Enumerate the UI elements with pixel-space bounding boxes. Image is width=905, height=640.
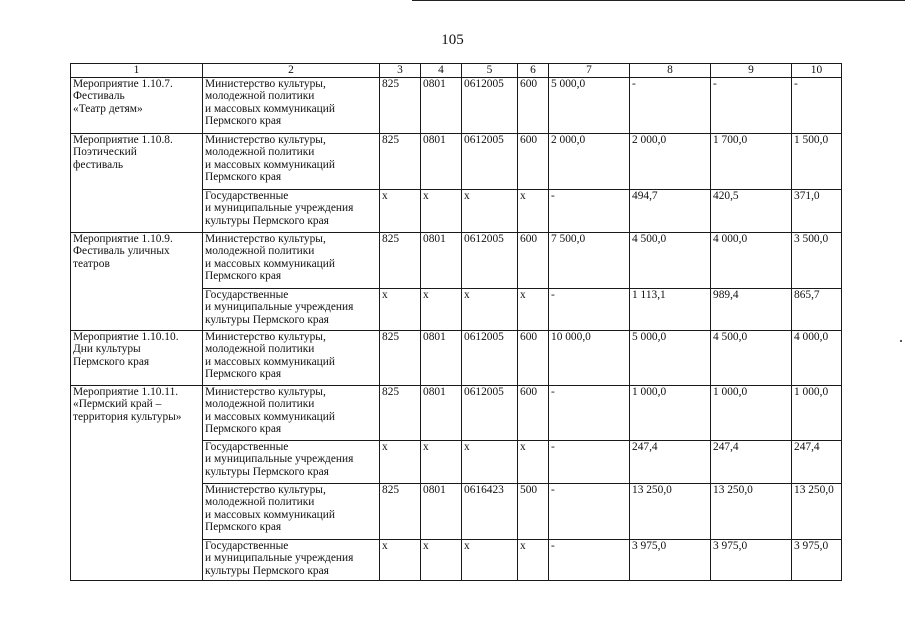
target-cell: 0612005 — [462, 134, 518, 190]
type-cell: 600 — [518, 233, 549, 289]
type-cell: 600 — [518, 134, 549, 190]
kvsr-cell: 825 — [380, 331, 421, 386]
col10-cell: 3 975,0 — [792, 540, 842, 581]
col9-cell: 1 700,0 — [711, 134, 792, 190]
kvsr-cell: x — [380, 190, 421, 233]
header-cell: 4 — [421, 64, 462, 78]
col7-cell: 5 000,0 — [549, 78, 630, 134]
col10-cell: 371,0 — [792, 190, 842, 233]
type-cell: 600 — [518, 386, 549, 441]
col7-cell: - — [549, 441, 630, 484]
col10-cell: - — [792, 78, 842, 134]
header-cell: 7 — [549, 64, 630, 78]
budget-table — [70, 63, 842, 581]
table-row — [71, 386, 842, 441]
kvsr-cell: x — [380, 441, 421, 484]
org-cell: Государственные и муниципальные учреждения культуры Пермского края — [203, 289, 380, 331]
col7-cell: - — [549, 484, 630, 540]
header-cell: 2 — [203, 64, 380, 78]
col8-cell: 4 500,0 — [630, 233, 711, 289]
col9-cell: - — [711, 78, 792, 134]
kvsr-cell: x — [380, 540, 421, 581]
col8-cell: 13 250,0 — [630, 484, 711, 540]
col10-cell: 4 000,0 — [792, 331, 842, 386]
section-cell: 0801 — [421, 233, 462, 289]
section-cell: x — [421, 540, 462, 581]
header-cell: 10 — [792, 64, 842, 78]
col8-cell: 5 000,0 — [630, 331, 711, 386]
target-cell: 0612005 — [462, 78, 518, 134]
col7-cell: 10 000,0 — [549, 331, 630, 386]
col7-cell: - — [549, 190, 630, 233]
org-cell: Министерство культуры, молодежной политики и массовых коммуникаций Пермского края — [203, 78, 380, 134]
target-cell: 0616423 — [462, 484, 518, 540]
col9-cell: 3 975,0 — [711, 540, 792, 581]
page-number: 105 — [441, 32, 464, 48]
col7-cell: 7 500,0 — [549, 233, 630, 289]
target-cell: x — [462, 190, 518, 233]
type-cell: 500 — [518, 484, 549, 540]
org-cell: Министерство культуры, молодежной политики и массовых коммуникаций Пермского края — [203, 233, 380, 289]
type-cell: x — [518, 441, 549, 484]
section-cell: 0801 — [421, 78, 462, 134]
col9-cell: 4 500,0 — [711, 331, 792, 386]
kvsr-cell: 825 — [380, 134, 421, 190]
margin-dot — [900, 340, 902, 342]
col8-cell: 1 113,1 — [630, 289, 711, 331]
target-cell: x — [462, 540, 518, 581]
kvsr-cell: 825 — [380, 233, 421, 289]
type-cell: x — [518, 190, 549, 233]
col8-cell: 494,7 — [630, 190, 711, 233]
header-cell: 3 — [380, 64, 421, 78]
event-cell: Мероприятие 1.10.10. Дни культуры Пермского края — [71, 331, 203, 386]
org-cell: Министерство культуры, молодежной политики и массовых коммуникаций Пермского края — [203, 484, 380, 540]
kvsr-cell: 825 — [380, 386, 421, 441]
event-cell: Мероприятие 1.10.9. Фестиваль уличных театров — [71, 233, 203, 331]
col10-cell: 1 000,0 — [792, 386, 842, 441]
col7-cell: - — [549, 289, 630, 331]
table-row — [71, 134, 842, 190]
kvsr-cell: 825 — [380, 78, 421, 134]
col7-cell: 2 000,0 — [549, 134, 630, 190]
section-cell: 0801 — [421, 331, 462, 386]
header-cell: 9 — [711, 64, 792, 78]
table-row — [71, 233, 842, 289]
col9-cell: 420,5 — [711, 190, 792, 233]
target-cell: x — [462, 441, 518, 484]
col9-cell: 4 000,0 — [711, 233, 792, 289]
kvsr-cell: x — [380, 289, 421, 331]
event-cell: Мероприятие 1.10.7. Фестиваль «Театр детям» — [71, 78, 203, 134]
event-cell: Мероприятие 1.10.11. «Пермский край – территория культуры» — [71, 386, 203, 581]
col10-cell: 247,4 — [792, 441, 842, 484]
section-cell: x — [421, 190, 462, 233]
org-cell: Министерство культуры, молодежной политики и массовых коммуникаций Пермского края — [203, 134, 380, 190]
col8-cell: - — [630, 78, 711, 134]
col7-cell: - — [549, 540, 630, 581]
col10-cell: 13 250,0 — [792, 484, 842, 540]
header-cell: 1 — [71, 64, 203, 78]
col9-cell: 989,4 — [711, 289, 792, 331]
target-cell: 0612005 — [462, 331, 518, 386]
col10-cell: 3 500,0 — [792, 233, 842, 289]
section-cell: 0801 — [421, 386, 462, 441]
table-row — [71, 78, 842, 134]
type-cell: 600 — [518, 78, 549, 134]
org-cell: Государственные и муниципальные учреждения культуры Пермского края — [203, 540, 380, 581]
table-row — [71, 331, 842, 386]
header-cell: 5 — [462, 64, 518, 78]
col9-cell: 247,4 — [711, 441, 792, 484]
header-cell: 6 — [518, 64, 549, 78]
col8-cell: 1 000,0 — [630, 386, 711, 441]
kvsr-cell: 825 — [380, 484, 421, 540]
target-cell: 0612005 — [462, 233, 518, 289]
org-cell: Министерство культуры, молодежной политики и массовых коммуникаций Пермского края — [203, 386, 380, 441]
col9-cell: 13 250,0 — [711, 484, 792, 540]
org-cell: Министерство культуры, молодежной политики и массовых коммуникаций Пермского края — [203, 331, 380, 386]
section-cell: x — [421, 289, 462, 331]
org-cell: Государственные и муниципальные учреждения культуры Пермского края — [203, 441, 380, 484]
target-cell: x — [462, 289, 518, 331]
type-cell: x — [518, 289, 549, 331]
col10-cell: 1 500,0 — [792, 134, 842, 190]
type-cell: 600 — [518, 331, 549, 386]
table-body — [71, 64, 842, 581]
col8-cell: 3 975,0 — [630, 540, 711, 581]
type-cell: x — [518, 540, 549, 581]
top-rule — [412, 0, 905, 1]
section-cell: 0801 — [421, 484, 462, 540]
header-row — [71, 64, 842, 78]
target-cell: 0612005 — [462, 386, 518, 441]
col9-cell: 1 000,0 — [711, 386, 792, 441]
col10-cell: 865,7 — [792, 289, 842, 331]
section-cell: x — [421, 441, 462, 484]
header-cell: 8 — [630, 64, 711, 78]
section-cell: 0801 — [421, 134, 462, 190]
col8-cell: 2 000,0 — [630, 134, 711, 190]
event-cell: Мероприятие 1.10.8. Поэтический фестиваль — [71, 134, 203, 233]
org-cell: Государственные и муниципальные учреждения культуры Пермского края — [203, 190, 380, 233]
col7-cell: - — [549, 386, 630, 441]
col8-cell: 247,4 — [630, 441, 711, 484]
